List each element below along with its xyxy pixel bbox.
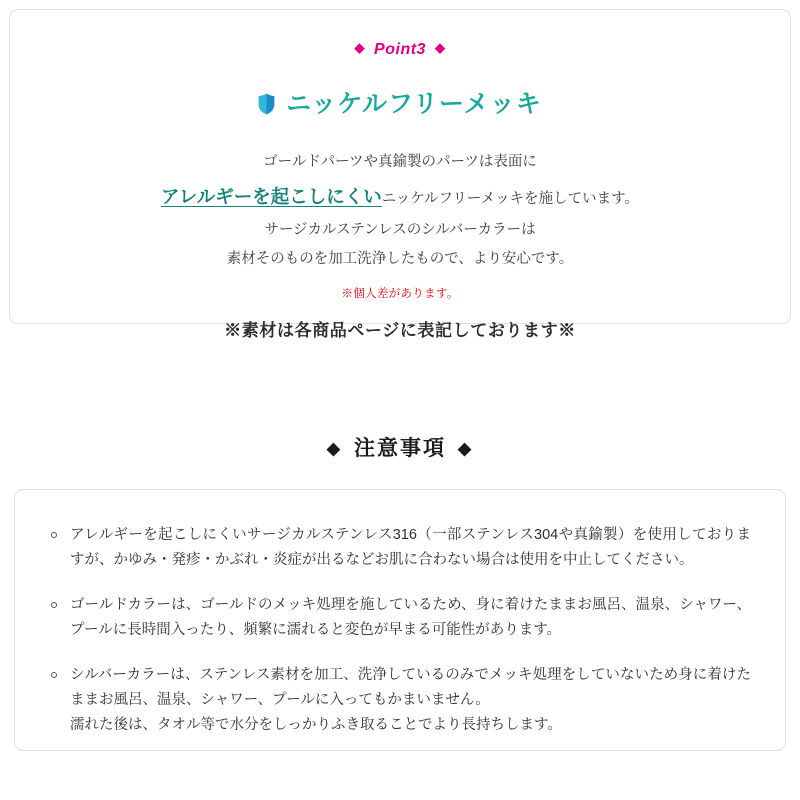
diamond-right-icon: ◆ <box>434 40 446 55</box>
shield-icon <box>258 93 275 115</box>
diamond-right-icon-2: ◆ <box>458 439 474 458</box>
highlight-after-text: ニッケルフリーメッキを施しています。 <box>381 190 640 207</box>
bullet-icon <box>51 532 57 538</box>
material-page-note: ※素材は各商品ページに表記しております※ <box>224 320 576 340</box>
body-line-1: ゴールドパーツや真鍮製のパーツは表面に <box>263 154 537 170</box>
diamond-left-icon: ◆ <box>354 40 366 55</box>
highlight-line <box>10 178 790 216</box>
diamond-left-icon-2: ◆ <box>326 439 342 458</box>
notice-item-text: アレルギーを起こしにくいサージカルステンレス316（一部ステンレス304や真鍮製）を使用しておりますが、かゆみ・発疹・かぶれ・炎症が出るなどお肌に合わない場合は使用を中止してください。 <box>70 527 751 569</box>
notice-item-subtext: 濡れた後は、タオル等で水分をしっかりふき取ることでより長持ちします。 <box>70 717 562 734</box>
bullet-icon <box>51 602 57 608</box>
notice-card <box>14 489 786 751</box>
notice-heading-text: 注意事項 <box>354 437 446 460</box>
point3-card <box>9 9 791 340</box>
point3-title-text: ニッケルフリーメッキ <box>286 90 542 118</box>
list-item <box>49 593 751 644</box>
notice-heading <box>0 432 800 462</box>
notice-list <box>49 523 751 739</box>
point3-title <box>10 84 790 120</box>
notice-item-text: ゴールドカラーは、ゴールドのメッキ処理を施しているため、身に着けたままお風呂、温泉、シャワー、プールに長時間入ったり、頻繁に濡れると変色が早まる可能性があります。 <box>70 596 751 639</box>
notice-item-text: シルバーカラーは、ステンレス素材を加工、洗浄しているのみでメッキ処理をしていないため身に着けたままお風呂、温泉、シャワー、プールに入ってもかまいません。 <box>70 666 751 708</box>
body-line-3: 素材そのものを加工洗浄したもので、より安心です。 <box>226 251 574 268</box>
point3-body <box>10 148 790 348</box>
individual-difference-note: ※個人差があります。 <box>341 288 459 301</box>
point3-badge-label: Point3 <box>374 41 426 58</box>
bullet-icon <box>51 672 57 678</box>
point3-badge <box>10 40 790 59</box>
list-item <box>49 663 751 739</box>
body-line-2: サージカルステンレスのシルバーカラーは <box>264 221 536 238</box>
allergy-link[interactable]: アレルギーを起こしにくい <box>160 185 382 207</box>
list-item <box>49 523 751 574</box>
